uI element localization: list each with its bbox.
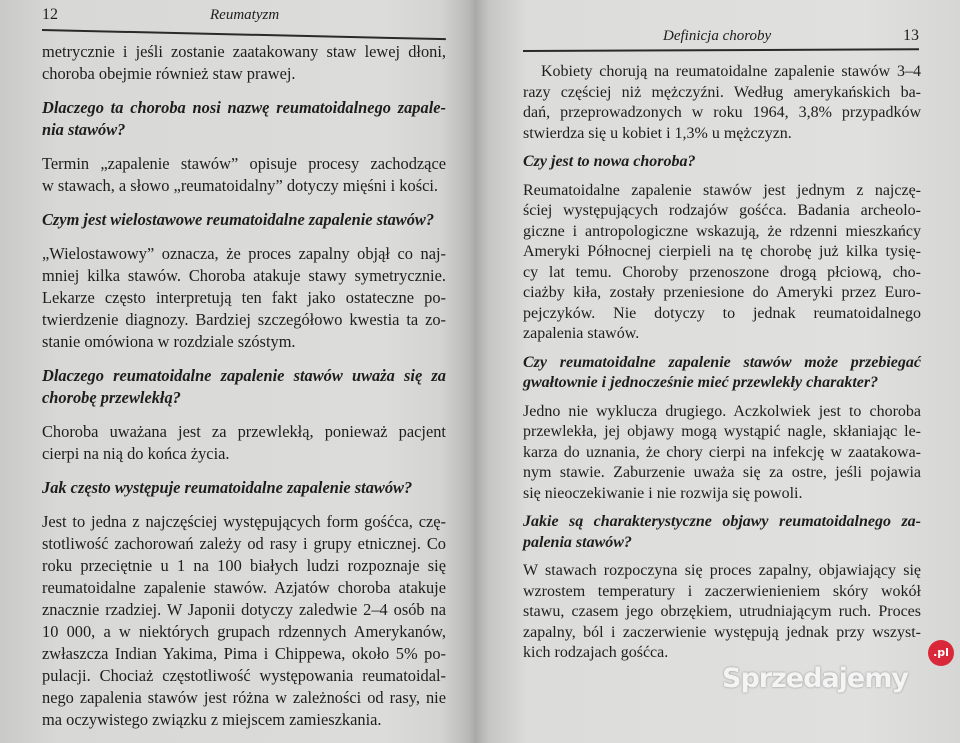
text-line: przewlekła, jej objawy mogą wystąpić nagle, skłaniając le- (523, 423, 921, 440)
page-text (523, 62, 921, 672)
section-heading (523, 152, 921, 173)
text-line: stawu, czasem jego obrzękiem, utrudniającym ruch. Proces (523, 603, 921, 620)
section-heading (42, 97, 446, 141)
text-line: reumatoidalne zapalenie stawów. Azjatów choroba atakuje (42, 578, 446, 597)
text-line: zapalenia stawów. (523, 325, 640, 342)
text-line: giczne i antropologiczne wskazują, że rdzenni mieszkańcy (523, 222, 921, 240)
text-line: cierpi na nią do końca życia. (42, 444, 230, 463)
text-line: nym stawie. Zaburzenie uważa się za ostre, jeśli pojawia (523, 464, 921, 481)
text-line: pulacji. Chociaż częstotliwość występowania reumatoidal- (42, 666, 446, 685)
text-line: ma oczywistego związku z miejscem zamieszkania. (42, 710, 382, 729)
text-line: Kobiety chorują na reumatoidalne zapalenie stawów 3–4 (541, 63, 921, 80)
page-number: 13 (903, 27, 919, 44)
text-line: karza do uznania, że chory cierpi na infekcję w zaatakowa- (523, 443, 921, 461)
text-line: stotliwość zachorowań zależy od rasy i grupy etnicznej. Co (42, 534, 446, 553)
text-line: kich rodzajach gośćca. (523, 644, 669, 661)
text-line: 10 000, a w niektórych grupach rdzennych Amerykanów, (42, 622, 446, 641)
watermark-logo: Sprzedajemy (722, 663, 908, 694)
text-line: Jak często występuje reumatoidalne zapalenie stawów? (42, 478, 413, 497)
section-heading (523, 512, 921, 553)
text-line: pejczyków. Nie dotyczy to jednak reumatoidalnego (523, 304, 921, 322)
text-line: ściej występujących rodzajów gośćca. Badania archeolo- (523, 202, 921, 219)
paragraph (42, 421, 446, 465)
text-line: Dlaczego reumatoidalne zapalenie stawów uważa się za (42, 366, 446, 385)
text-line: Jedno nie wyklucza drugiego. Aczkolwiek jest to choroba (523, 402, 921, 420)
text-line: „Wielostawowy” oznacza, że proces zapalny objął co naj- (42, 244, 446, 263)
section-heading (42, 209, 446, 231)
text-line: Czy jest to nowa choroba? (523, 153, 696, 170)
page-number: 12 (42, 6, 58, 23)
text-line: cy lat temu. Choroby przenoszone drogą płciową, cho- (523, 263, 921, 281)
text-line: mniej kilka stawów. Choroba atakuje stawy symetrycznie. (42, 266, 446, 285)
text-line: stanie omówiona w rozdziale szóstym. (42, 332, 296, 351)
text-line: roku przeciętnie u 1 na 100 białych ludzi rozpoznaje się (42, 556, 446, 575)
header-rule (42, 29, 446, 40)
text-line: Dlaczego ta choroba nosi nazwę reumatoidalnego zapale- (42, 98, 446, 117)
text-line: nia stawów? (42, 120, 126, 139)
text-line: Lekarze często interpretują ten fakt jako ostateczne po- (42, 288, 446, 307)
text-line: Czym jest wielostawowe reumatoidalne zapalenie stawów? (42, 210, 435, 229)
paragraph (523, 561, 921, 664)
text-line: wzrostem temperatury i zaczerwienieniem skóry wokół (523, 582, 921, 600)
text-line: palenia stawów? (523, 533, 632, 551)
paragraph (42, 153, 446, 197)
running-head: Reumatyzm (210, 7, 280, 23)
text-line: Ameryki Północnej cierpieli na tę chorobę już kilka tysię- (523, 243, 921, 260)
paragraph (523, 181, 921, 345)
text-line: nego zapalenia stawów jest różna w zależności od rasy, nie (42, 688, 446, 707)
text-line: stwierdza się u kobiet i 1,3% u mężczyzn. (523, 124, 792, 142)
text-line: Czy reumatoidalne zapalenie stawów może przebiegać (523, 353, 921, 371)
paragraph (42, 511, 446, 731)
header-rule (523, 48, 919, 51)
text-line: ciażby kiła, zostały przeniesione do Ameryki przez Euro- (523, 284, 921, 301)
text-line: choroba obejmie również staw prawej. (42, 64, 296, 83)
running-head: Definicja choroby (663, 28, 772, 44)
text-line: Jest to jedna z najczęściej występujących form gośćca, czę- (42, 512, 446, 531)
text-line: Termin „zapalenie stawów” opisuje procesy zachodzące (42, 154, 446, 173)
section-heading (42, 365, 446, 409)
paragraph (523, 402, 921, 505)
text-line: chorobę przewlekłą? (42, 388, 181, 407)
paragraph (42, 41, 446, 85)
text-line: Choroba uważana jest za przewlekłą, ponieważ pacjent (42, 422, 446, 441)
text-line: dań, przeprowadzonych w roku 1964, 3,8% przypadków (523, 104, 921, 121)
watermark-badge: .pl (928, 640, 954, 666)
text-line: metrycznie i jeśli zostanie zaatakowany staw lewej dłoni, (42, 42, 446, 61)
text-line: zapalny, ból i zaczerwienie występują jednak przy wszyst- (523, 623, 921, 641)
section-heading (42, 477, 446, 499)
text-line: W stawach rozpoczyna się proces zapalny, objawiający się (523, 562, 921, 579)
section-heading (523, 353, 921, 394)
text-line: twierdzenie diagnozy. Bardziej szczegółowo kwestia ta zo- (42, 310, 446, 329)
text-line: gwałtownie i jednocześnie mieć przewlekły charakter? (523, 374, 879, 391)
text-line: znacznie rzadziej. W Japonii dotyczy zaledwie 2–4 osób na (42, 600, 446, 619)
text-line: razy częściej niż mężczyźni. Według amerykańskich ba- (523, 83, 921, 101)
paragraph (523, 62, 921, 144)
text-line: się nieoczekiwanie i nie rozwija się powoli. (523, 484, 803, 502)
paragraph (42, 243, 446, 353)
text-line: Reumatoidalne zapalenie stawów jest jednym z najczę- (523, 181, 921, 199)
text-line: w stawach, a słowo „reumatoidalny” dotyczy mięśni i kości. (42, 176, 439, 195)
text-line: Jakie są charakterystyczne objawy reumatoidalnego za- (523, 513, 921, 530)
text-line: zwłaszcza Indian Yakima, Pima i Chippewa, około 5% po- (42, 644, 446, 663)
page-text (42, 41, 446, 743)
